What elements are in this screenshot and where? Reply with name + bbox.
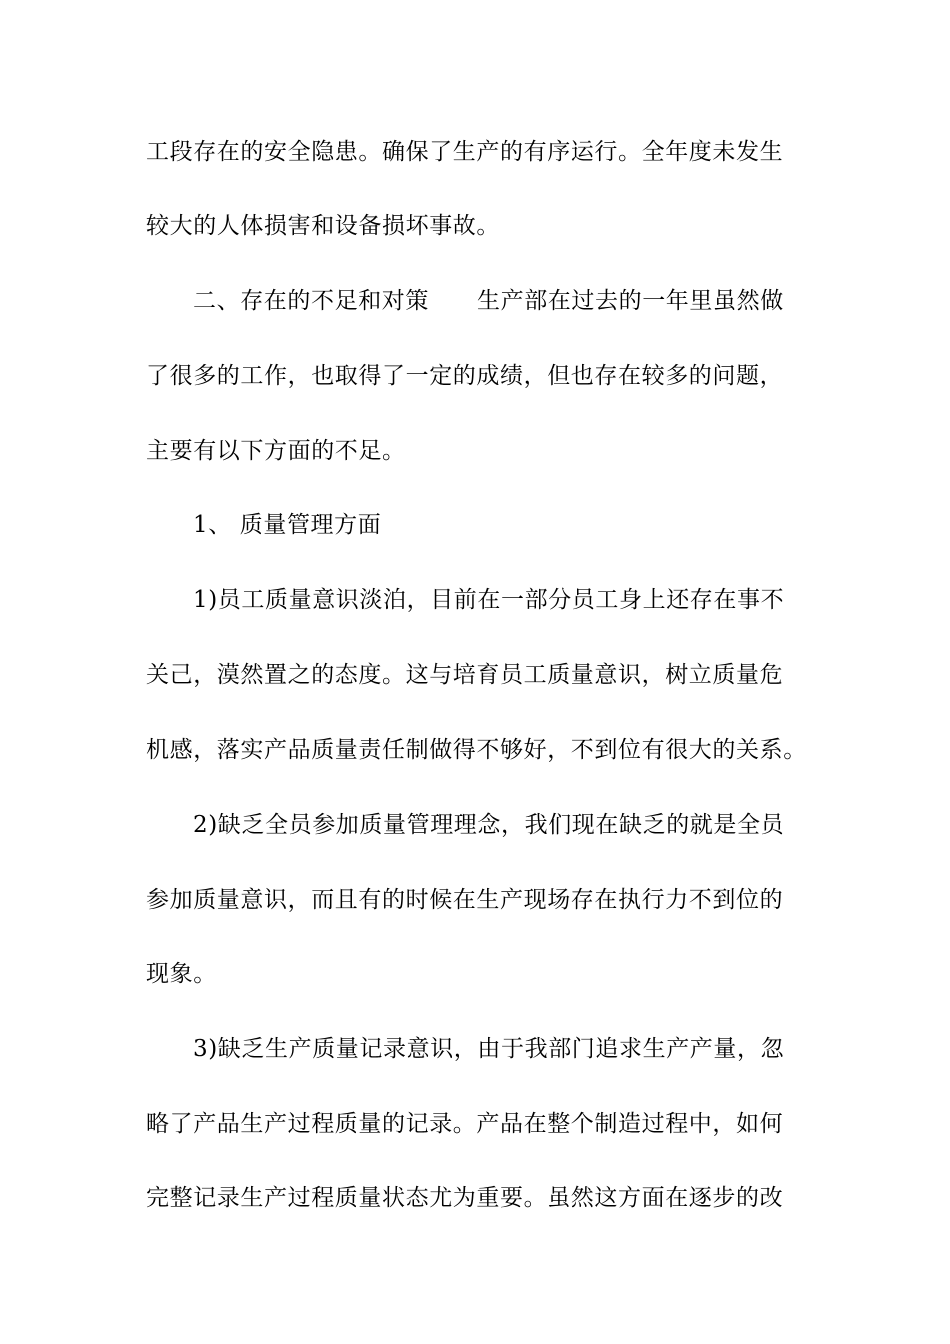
section-heading: 二、存在的不足和对策 xyxy=(193,288,429,314)
text-line: 3)缺乏生产质量记录意识，由于我部门追求生产产量，忽 xyxy=(193,1036,785,1062)
subsection-heading: 1、 质量管理方面 xyxy=(193,512,382,538)
text-line: 略了产品生产过程质量的记录。产品在整个制造过程中，如何 xyxy=(146,1111,784,1137)
text-line: 2)缺乏全员参加质量管理理念，我们现在缺乏的就是全员 xyxy=(193,812,785,838)
text-line: 主要有以下方面的不足。 xyxy=(146,438,406,464)
section-heading-line xyxy=(193,286,806,316)
text-line: 1)员工质量意识淡泊，目前在一部分员工身上还存在事不 xyxy=(193,587,785,613)
text-line: 工段存在的安全隐患。确保了生产的有序运行。全年度未发生 xyxy=(146,139,784,165)
text-line: 较大的人体损害和设备损坏事故。 xyxy=(146,213,500,239)
text-line: 现象。 xyxy=(146,961,217,987)
text-line: 了很多的工作，也取得了一定的成绩，但也存在较多的问题， xyxy=(146,363,784,389)
text-line: 关己，漠然置之的态度。这与培育员工质量意识，树立质量危 xyxy=(146,662,784,688)
text-span: 生产部在过去的一年里虽然做 xyxy=(477,288,784,314)
text-line: 参加质量意识，而且有的时候在生产现场存在执行力不到位的 xyxy=(146,887,784,913)
text-line: 完整记录生产过程质量状态尤为重要。虽然这方面在逐步的改 xyxy=(146,1185,784,1211)
text-line: 机感，落实产品质量责任制做得不够好，不到位有很大的关系。 xyxy=(146,737,807,763)
